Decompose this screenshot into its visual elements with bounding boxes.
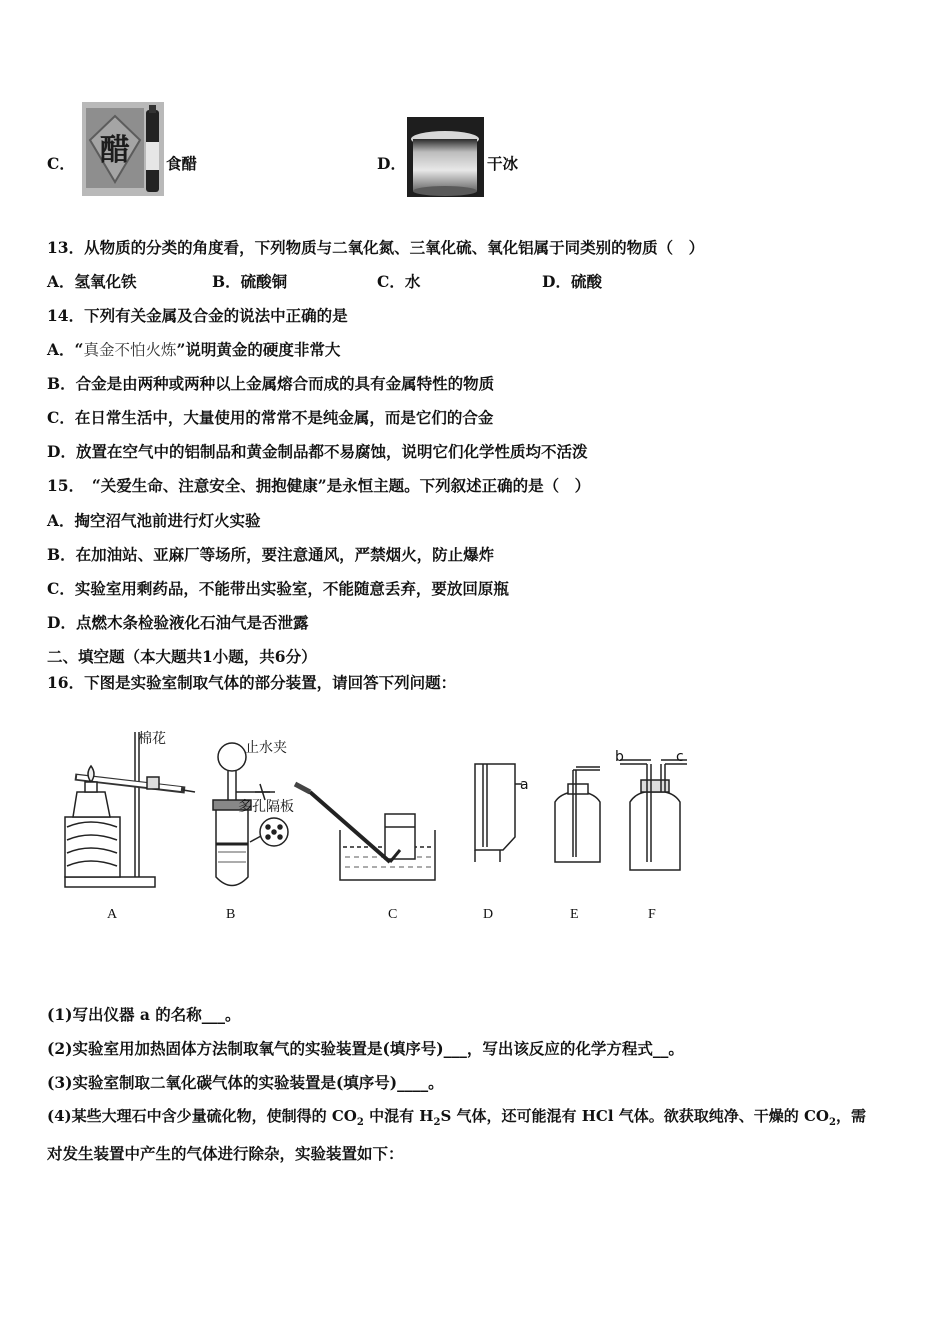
q14-stem: 14．下列有关金属及合金的说法中正确的是: [47, 306, 348, 325]
apparatus-d: [475, 764, 522, 862]
q16-part-4-line2: 对发生装置中产生的气体进行除杂，实验装置如下：: [47, 1144, 404, 1163]
figure-label-b: B: [226, 907, 236, 922]
q14-a-quote: 真金不怕火炼: [83, 341, 177, 359]
q13-option-b: B．硫酸铜: [212, 272, 288, 291]
vinegar-character: 醋: [100, 133, 130, 168]
cotton-annotation: 棉花: [138, 731, 166, 747]
section-2-heading: 二、填空题（本大题共1小题，共6分）: [47, 647, 317, 666]
q16-p4-s3: 2: [828, 1117, 836, 1128]
figure-label-e: E: [570, 907, 579, 922]
q14-option-b: B．合金是由两种或两种以上金属熔合而成的具有金属特性的物质: [47, 374, 495, 393]
vinegar-label: 食醋: [166, 154, 198, 173]
q16-p4-t2: 中混有 H: [363, 1107, 434, 1125]
q15-option-c: C．实验室用剩药品，不能带出实验室，不能随意丢弃，要放回原瓶: [47, 579, 509, 598]
q16-p4-t3: S 气体，还可能混有 HCl 气体。欲获取纯净、干燥的 CO: [440, 1107, 829, 1125]
option-c-label: C．: [47, 154, 75, 173]
apparatus-figure: [55, 722, 705, 932]
q16-stem: 16．下图是实验室制取气体的部分装置，请回答下列问题：: [47, 673, 457, 692]
q14-a-prefix: A．“: [47, 340, 84, 359]
figure-label-f: F: [648, 907, 656, 922]
option-d-label: D．: [377, 154, 406, 173]
q13-option-d: D．硫酸: [542, 272, 602, 291]
instrument-a-annotation: a: [520, 777, 529, 793]
q16-part-2: (2)实验室用加热固体方法制取氧气的实验装置是(填序号)___，写出该反应的化学方程式__。: [47, 1039, 684, 1058]
vinegar-image: [82, 102, 164, 196]
apparatus-e: [555, 767, 600, 862]
q16-p4-s2: 2: [433, 1117, 441, 1128]
apparatus-a: [65, 732, 195, 887]
q16-p4-t4: ，需: [835, 1107, 866, 1125]
figure-label-c: C: [388, 907, 398, 922]
q14-option-d: D．放置在空气中的铝制品和黄金制品都不易腐蚀，说明它们化学性质均不活泼: [47, 442, 588, 461]
q16-part-4: [47, 1105, 866, 1128]
apparatus-c: [295, 784, 435, 880]
tube-b-annotation: b: [615, 749, 624, 765]
q14-option-c: C．在日常生活中，大量使用的常常不是纯金属，而是它们的合金: [47, 408, 494, 427]
q13-stem: 13．从物质的分类的角度看，下列物质与二氧化氮、三氧化硫、氧化铝属于同类别的物质（ ）: [47, 238, 705, 257]
q14-a-suffix: ”说明黄金的硬度非常大: [176, 340, 341, 359]
q16-p4-t1: (4)某些大理石中含少量硫化物，使制得的 CO: [47, 1107, 357, 1125]
apparatus-f: [620, 760, 687, 870]
q16-part-3: (3)实验室制取二氧化碳气体的实验装置是(填序号)____。: [47, 1073, 444, 1092]
q15-stem: 15． “关爱生命、注意安全、拥抱健康”是永恒主题。下列叙述正确的是（ ）: [47, 476, 591, 495]
clamp-annotation: 止水夹: [245, 740, 287, 756]
q16-p4-s1: 2: [356, 1117, 364, 1128]
q15-option-b: B．在加油站、亚麻厂等场所，要注意通风，严禁烟火，防止爆炸: [47, 545, 495, 564]
q14-option-a: [47, 338, 340, 360]
dry-ice-label: 干冰: [487, 154, 519, 173]
q15-option-a: A．掏空沼气池前进行灯火实验: [47, 511, 261, 530]
q13-option-a: A．氢氧化铁: [47, 272, 137, 291]
figure-label-a: A: [107, 907, 118, 922]
q15-option-d: D．点燃木条检验液化石油气是否泄露: [47, 613, 309, 632]
tube-c-annotation: c: [676, 749, 684, 765]
figure-label-d: D: [483, 907, 494, 922]
dry-ice-image: [407, 117, 484, 197]
plate-annotation: 多孔隔板: [238, 799, 294, 815]
q13-option-c: C．水: [377, 272, 421, 291]
q16-part-1: (1)写出仪器 a 的名称___。: [47, 1005, 241, 1024]
